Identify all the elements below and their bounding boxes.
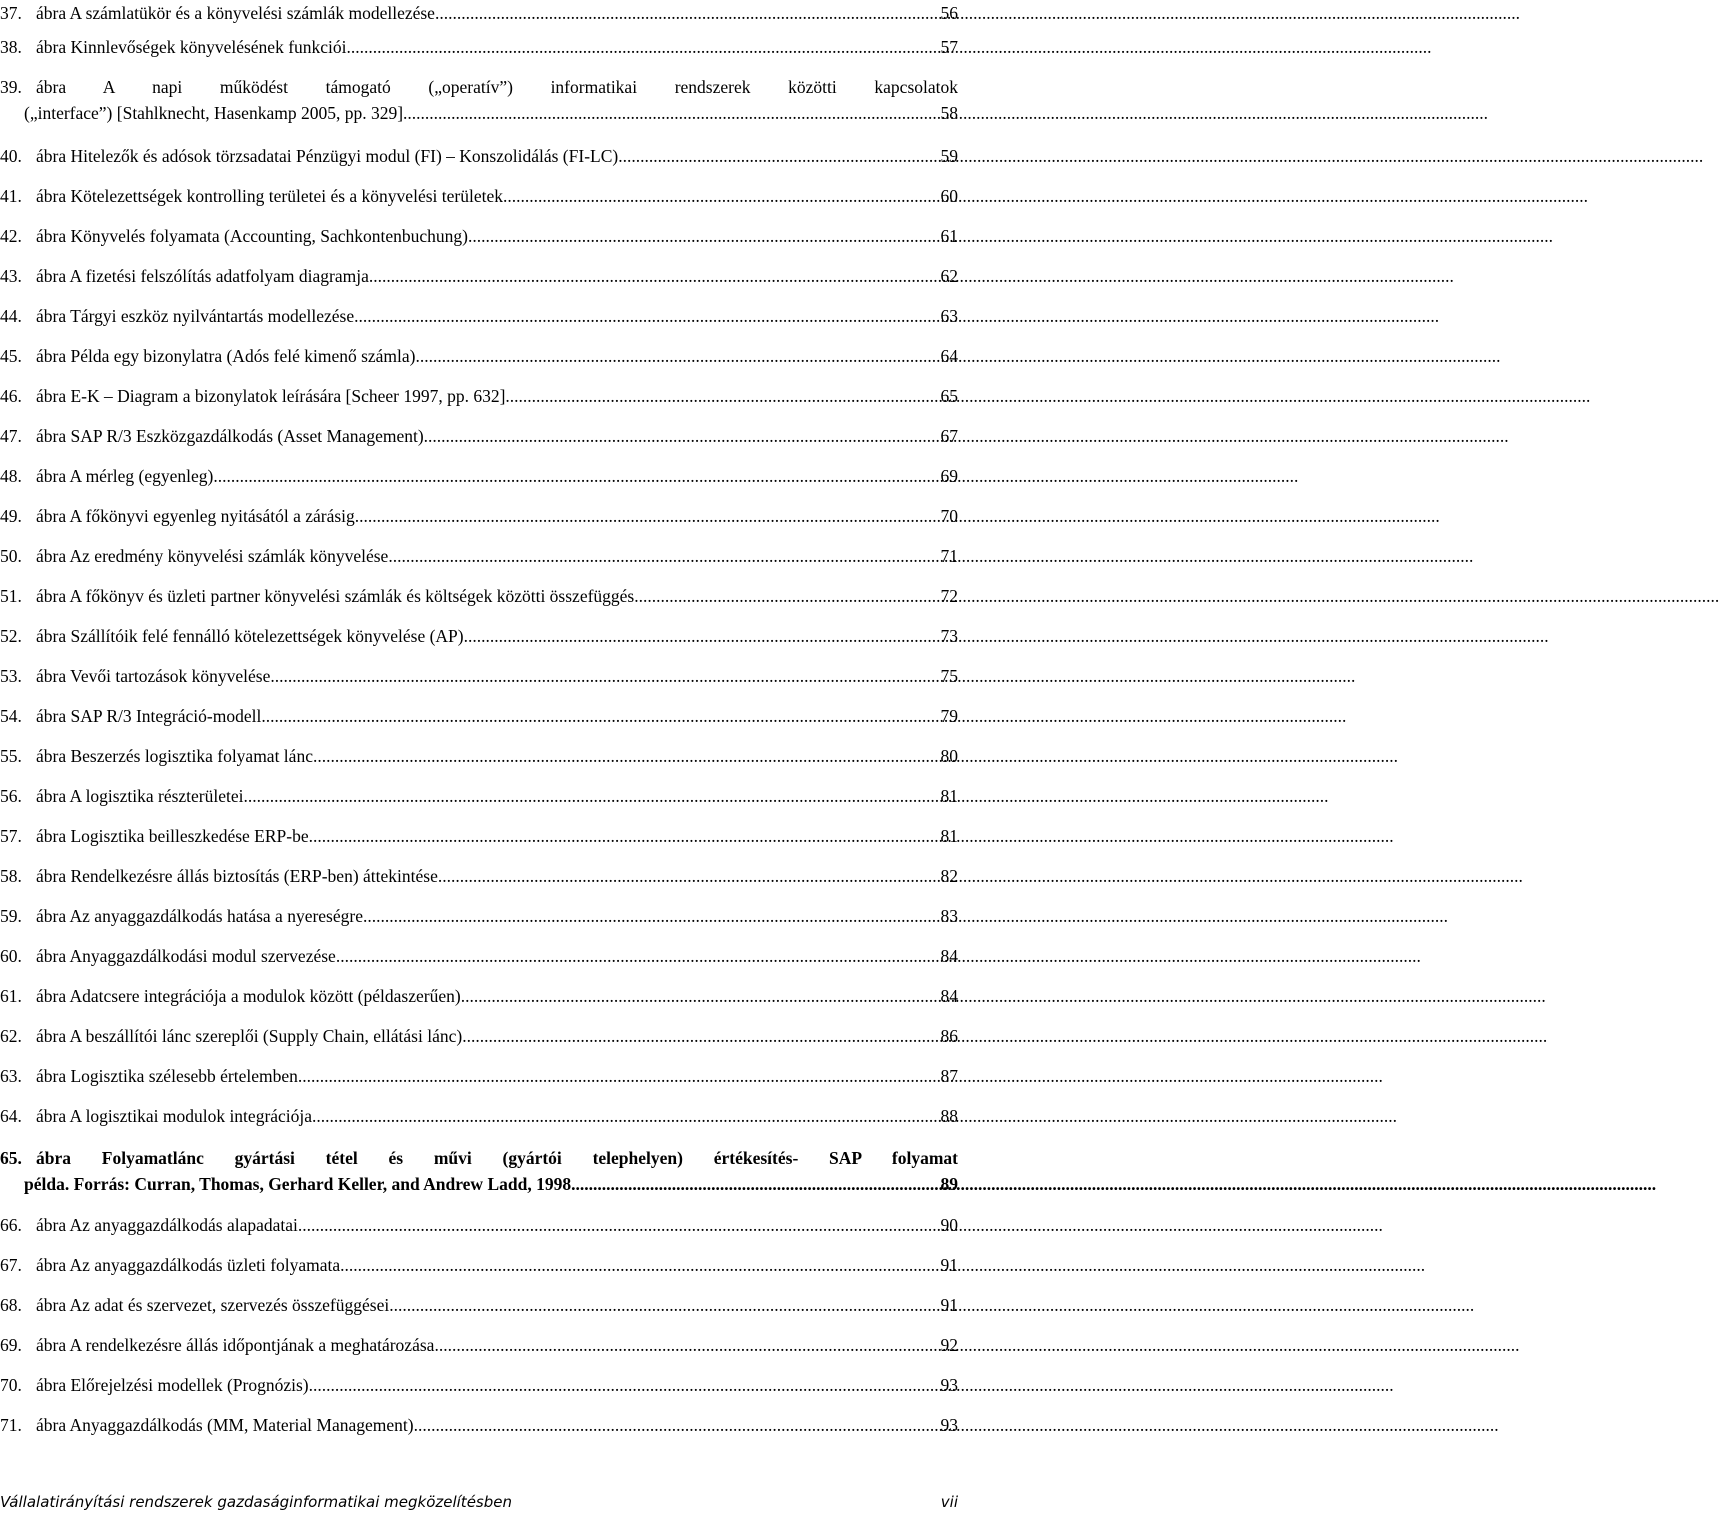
figure-title: ábra A főkönyv és üzleti partner könyvelési számlák és költségek közötti összefüggés (36, 586, 635, 606)
dot-leader (363, 903, 941, 929)
figure-title: ábra Az anyaggazdálkodás alapadatai (36, 1215, 298, 1235)
figure-number: 55. (0, 746, 22, 766)
figure-title: ábra Tárgyi eszköz nyilvántartás modellezése (36, 306, 355, 326)
dot-leader (261, 703, 940, 729)
figure-title: ábra A napi működést támogató („operatív”) informatikai rendszerek közötti kapcsolatok (36, 77, 958, 97)
dot-leader (298, 1212, 941, 1238)
page-number: 79 (940, 706, 958, 726)
figure-number: 57. (0, 826, 22, 846)
figure-number: 56. (0, 786, 22, 806)
figure-number: 44. (0, 306, 22, 326)
toc-entry[interactable] (0, 423, 958, 449)
dot-leader (634, 583, 940, 609)
toc-entry[interactable] (0, 1145, 958, 1197)
toc-entry[interactable] (0, 1103, 958, 1129)
dot-leader (312, 1103, 940, 1129)
figure-number: 42. (0, 226, 22, 246)
figure-title: ábra Az eredmény könyvelési számlák könyvelése (36, 546, 389, 566)
dot-leader (438, 863, 941, 889)
figure-title: ábra Könyvelés folyamata (Accounting, Sachkontenbuchung) (36, 226, 469, 246)
dot-leader (571, 1171, 940, 1197)
figure-title: ábra A rendelkezésre állás időpontjának a meghatározása (36, 1335, 435, 1355)
figure-number: 54. (0, 706, 22, 726)
toc-entry[interactable] (0, 783, 958, 809)
page-number: 84 (940, 986, 958, 1006)
dot-leader (298, 1063, 941, 1089)
figure-number: 61. (0, 986, 22, 1006)
toc-entry[interactable] (0, 503, 958, 529)
figure-title: ábra SAP R/3 Integráció-modell (36, 706, 262, 726)
figure-number: 52. (0, 626, 22, 646)
figure-number: 43. (0, 266, 22, 286)
toc-entry[interactable] (0, 463, 958, 489)
page-number: 93 (940, 1415, 958, 1435)
page-number: 60 (940, 186, 958, 206)
page-number: 63 (940, 306, 958, 326)
page-number: 58 (940, 103, 958, 123)
figure-number: 71. (0, 1415, 22, 1435)
figure-number: 38. (0, 37, 22, 57)
page-number: 73 (940, 626, 958, 646)
toc-entry[interactable] (0, 863, 958, 889)
page-number: 89 (940, 1174, 958, 1194)
figure-title: ábra Logisztika beilleszkedése ERP-be (36, 826, 309, 846)
dot-leader (461, 983, 941, 1009)
dot-leader (414, 1412, 941, 1438)
figure-title: ábra Hitelezők és adósok törzsadatai Pénzügyi modul (FI) – Konszolidálás (FI-LC) (36, 146, 619, 166)
page-number: 82 (940, 866, 958, 886)
figure-title: ábra Anyaggazdálkodási modul szervezése (36, 946, 336, 966)
toc-entry[interactable] (0, 223, 958, 249)
page-number: 87 (940, 1066, 958, 1086)
page-number: 83 (940, 906, 958, 926)
figure-number: 59. (0, 906, 22, 926)
dot-leader (416, 343, 941, 369)
page-number: 86 (940, 1026, 958, 1046)
figure-number: 46. (0, 386, 22, 406)
figure-number: 69. (0, 1335, 22, 1355)
figure-title: ábra A számlatükör és a könyvelési számlák modellezése (36, 3, 435, 23)
toc-entry[interactable] (0, 543, 958, 569)
dot-leader (355, 503, 941, 529)
dot-leader (505, 383, 940, 409)
figure-number: 47. (0, 426, 22, 446)
page-number: 80 (940, 746, 958, 766)
page-number: 81 (940, 826, 958, 846)
dot-leader (313, 743, 941, 769)
figure-title-continued: példa. Forrás: Curran, Thomas, Gerhard Keller, and Andrew Ladd, 1998 (24, 1174, 572, 1194)
figure-title: ábra A logisztikai modulok integrációja (36, 1106, 313, 1126)
dot-leader (309, 1372, 941, 1398)
toc-entry[interactable] (0, 1212, 958, 1238)
page-number: 93 (940, 1375, 958, 1395)
figure-title: ábra Az adat és szervezet, szervezés összefüggései (36, 1295, 390, 1315)
figure-number: 39. (0, 77, 22, 97)
toc-entry[interactable] (0, 143, 958, 169)
page-number: 88 (940, 1106, 958, 1126)
figure-title: ábra Folyamatlánc gyártási tétel és művi (gyártói telephelyen) értékesítés- SAP folyamat (36, 1148, 958, 1168)
page-number: 59 (940, 146, 958, 166)
page-number: 75 (940, 666, 958, 686)
figure-title: ábra Rendelkezésre állás biztosítás (ERP-ben) áttekintése (36, 866, 438, 886)
toc-entry[interactable] (0, 343, 958, 369)
toc-entry[interactable] (0, 663, 958, 689)
figure-title: ábra Szállítóik felé fennálló kötelezettségek könyvelése (AP) (36, 626, 464, 646)
page-number: 71 (940, 546, 958, 566)
toc-entry[interactable] (0, 823, 958, 849)
page-number: 61 (940, 226, 958, 246)
toc-entry[interactable] (0, 623, 958, 649)
footer-page-number: vii (940, 1493, 958, 1511)
dot-leader (389, 1292, 940, 1318)
toc-entry[interactable] (0, 743, 958, 769)
dot-leader (435, 0, 941, 26)
dot-leader (354, 303, 940, 329)
toc-entry[interactable] (0, 1063, 958, 1089)
figure-title: ábra Anyaggazdálkodás (MM, Material Management) (36, 1415, 414, 1435)
toc-entry[interactable] (0, 303, 958, 329)
figure-title: ábra A logisztika részterületei (36, 786, 244, 806)
figure-title: ábra Vevői tartozások könyvelése (36, 666, 271, 686)
page-number: 70 (940, 506, 958, 526)
figure-title: ábra Kinnlevőségek könyvelésének funkciói (36, 37, 347, 57)
toc-entry[interactable] (0, 1412, 958, 1438)
dot-leader (424, 423, 941, 449)
page-number: 91 (940, 1255, 958, 1275)
dot-leader (213, 463, 940, 489)
figure-number: 60. (0, 946, 22, 966)
dot-leader (403, 100, 940, 126)
toc-entry[interactable] (0, 263, 958, 289)
figure-number: 58. (0, 866, 22, 886)
figure-title: ábra A főkönyvi egyenleg nyitásától a zárásig (36, 506, 355, 526)
dot-leader (336, 943, 941, 969)
dot-leader (503, 183, 941, 209)
figure-title: ábra Példa egy bizonylatra (Adós felé kimenő számla) (36, 346, 416, 366)
page-number: 65 (940, 386, 958, 406)
figure-title: ábra A mérleg (egyenleg) (36, 466, 214, 486)
figure-title: ábra Kötelezettségek kontrolling területei és a könyvelési területek (36, 186, 503, 206)
dot-leader (618, 143, 940, 169)
figure-number: 65. (0, 1148, 22, 1168)
figure-number: 63. (0, 1066, 22, 1086)
toc-entry[interactable] (0, 383, 958, 409)
page-number: 72 (940, 586, 958, 606)
toc-entry[interactable] (0, 1372, 958, 1398)
toc-entry[interactable] (0, 1332, 958, 1358)
dot-leader (347, 34, 941, 60)
toc-entry[interactable] (0, 1023, 958, 1049)
page-number: 92 (940, 1335, 958, 1355)
toc-entry[interactable] (0, 0, 958, 26)
figure-number: 37. (0, 3, 22, 23)
dot-leader (468, 223, 940, 249)
figure-number: 49. (0, 506, 22, 526)
page-number: 64 (940, 346, 958, 366)
toc-entry[interactable] (0, 1292, 958, 1318)
page-number: 81 (940, 786, 958, 806)
figure-title: ábra Az anyaggazdálkodás üzleti folyamata (36, 1255, 341, 1275)
figure-number: 64. (0, 1106, 22, 1126)
dot-leader (464, 623, 941, 649)
figure-number: 40. (0, 146, 22, 166)
figure-title: ábra A beszállítói lánc szereplői (Supply Chain, ellátási lánc) (36, 1026, 463, 1046)
page-footer (0, 1492, 958, 1512)
dot-leader (340, 1252, 940, 1278)
figure-number: 51. (0, 586, 22, 606)
figure-number: 70. (0, 1375, 22, 1395)
dot-leader (244, 783, 941, 809)
toc-entry[interactable] (0, 983, 958, 1009)
page-number: 91 (940, 1295, 958, 1315)
figure-number: 45. (0, 346, 22, 366)
figure-title: ábra Az anyaggazdálkodás hatása a nyereségre (36, 906, 363, 926)
toc-entry[interactable] (0, 703, 958, 729)
toc-entry[interactable] (0, 1252, 958, 1278)
dot-leader (434, 1332, 940, 1358)
toc-entry[interactable] (0, 903, 958, 929)
page-number: 90 (940, 1215, 958, 1235)
figure-number: 50. (0, 546, 22, 566)
figure-number: 66. (0, 1215, 22, 1235)
dot-leader (369, 263, 941, 289)
figure-title: ábra Beszerzés logisztika folyamat lánc (36, 746, 313, 766)
figure-number: 62. (0, 1026, 22, 1046)
figure-number: 48. (0, 466, 22, 486)
toc-entry[interactable] (0, 943, 958, 969)
toc-entry[interactable] (0, 74, 958, 126)
dot-leader (270, 663, 940, 689)
figure-number: 53. (0, 666, 22, 686)
dot-leader (309, 823, 941, 849)
figure-number: 68. (0, 1295, 22, 1315)
figure-number: 41. (0, 186, 22, 206)
page-number: 69 (940, 466, 958, 486)
figure-title: ábra A fizetési felszólítás adatfolyam diagramja (36, 266, 369, 286)
toc-entry[interactable] (0, 34, 958, 60)
figure-title: ábra Előrejelzési modellek (Prognózis) (36, 1375, 309, 1395)
page-number: 67 (940, 426, 958, 446)
toc-entry[interactable] (0, 583, 958, 609)
page-number: 57 (940, 37, 958, 57)
figure-title: ábra E-K – Diagram a bizonylatok leírására [Scheer 1997, pp. 632] (36, 386, 506, 406)
figure-title: ábra Adatcsere integrációja a modulok között (példaszerűen) (36, 986, 461, 1006)
figure-number: 67. (0, 1255, 22, 1275)
page-number: 84 (940, 946, 958, 966)
toc-entry[interactable] (0, 183, 958, 209)
page-number: 62 (940, 266, 958, 286)
figure-title-continued: („interface”) [Stahlknecht, Hasenkamp 2005, pp. 329] (24, 103, 404, 123)
dot-leader (388, 543, 940, 569)
footer-title: Vállalatirányítási rendszerek gazdaságinformatikai megközelítésben (0, 1493, 512, 1511)
page-number: 56 (940, 3, 958, 23)
figure-title: ábra SAP R/3 Eszközgazdálkodás (Asset Management) (36, 426, 424, 446)
dot-leader (462, 1023, 940, 1049)
figure-title: ábra Logisztika szélesebb értelemben (36, 1066, 298, 1086)
